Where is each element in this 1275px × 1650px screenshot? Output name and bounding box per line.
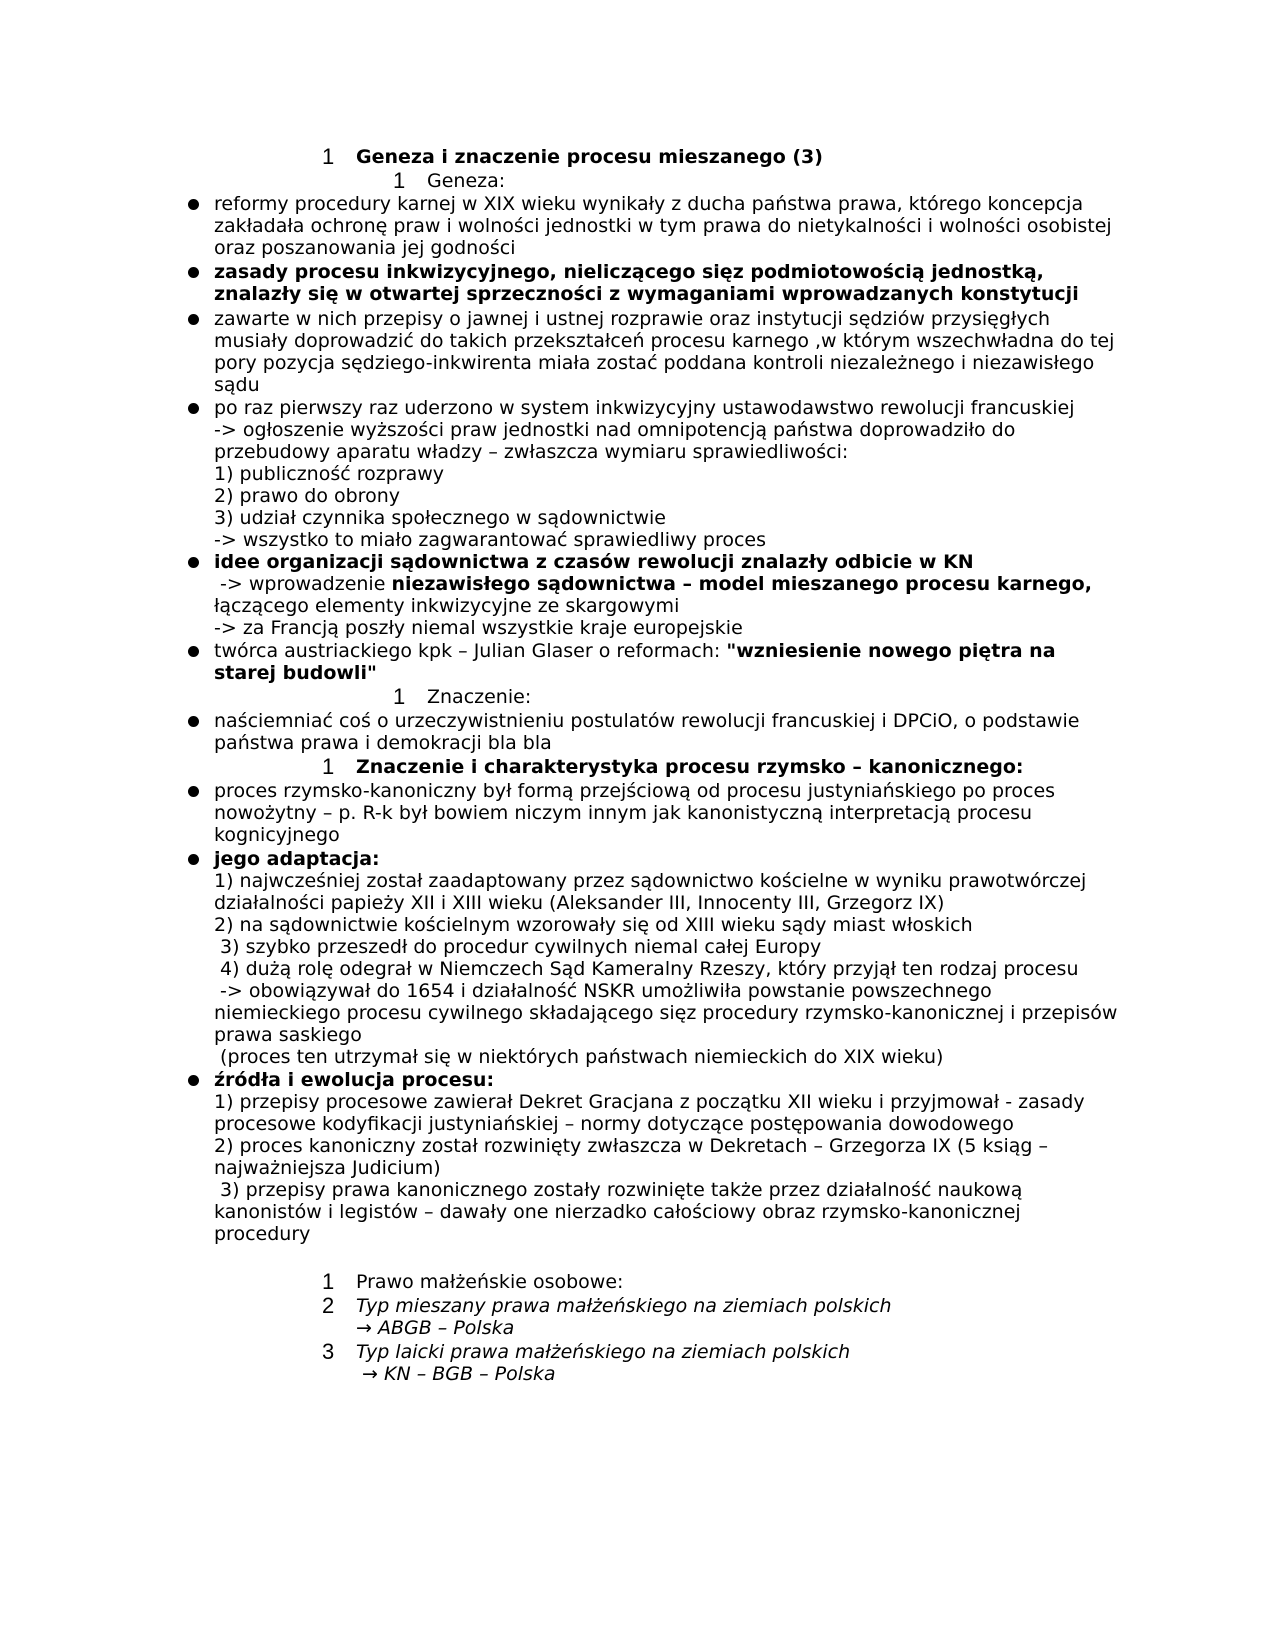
bullet-icon	[188, 854, 199, 865]
text-line: pory pozycja sędziego-inkwirenta miała zostać poddana kontroli niezależnego i niezawisłego	[214, 352, 1095, 374]
text-line: po raz pierwszy raz uderzono w system inkwizycyjny ustawodawstwo rewolucji francuskiej	[214, 397, 1075, 419]
subheading-geneza: Geneza:	[427, 170, 506, 192]
subheading-number: 1	[393, 168, 406, 193]
bullet-icon	[188, 314, 199, 325]
bullet-icon	[188, 646, 199, 657]
text-line-title: źródła i ewolucja procesu:	[214, 1069, 495, 1091]
text-line: 3) udział czynnika społecznego w sądownictwie	[214, 507, 666, 529]
heading-number: 1	[322, 754, 335, 779]
text-line: -> obowiązywał do 1654 i działalność NSKR umożliwiła powstanie powszechnego	[214, 980, 992, 1002]
list-number: 3	[322, 1339, 335, 1364]
list-item: Typ laicki prawa małżeńskiego na ziemiach polskich	[356, 1341, 851, 1363]
text-line: działalności papieży XII i XIII wieku (Aleksander III, Innocenty III, Grzegorz IX)	[214, 892, 945, 914]
text-line: kanonistów i legistów – dawały one nierzadko całościowy obraz rzymsko-kanonicznej	[214, 1201, 1021, 1223]
text-line: starej budowli"	[214, 662, 377, 684]
text-line: prawa saskiego	[214, 1024, 362, 1046]
text-line: musiały doprowadzić do takich przekształceń procesu karnego ,w którym wszechwładna do tej	[214, 330, 1115, 352]
text-line: 1) publiczność rozprawy	[214, 463, 445, 485]
text-line: idee organizacji sądownictwa z czasów rewolucji znalazły odbicie w KN	[214, 551, 974, 573]
text-line: naściemniać coś o urzeczywistnieniu postulatów rewolucji francuskiej i DPCiO, o podstawie	[214, 710, 1080, 732]
text-line: sądu	[214, 374, 260, 396]
text-segment-bold: "wzniesienie nowego piętra na	[726, 640, 1056, 662]
text-segment-bold: niezawisłego sądownictwa – model mieszanego procesu karnego,	[391, 573, 1092, 595]
subheading-znaczenie: Znaczenie:	[427, 686, 532, 708]
heading-number: 1	[322, 144, 335, 169]
text-line: łączącego elementy inkwizycyjne ze skargowymi	[214, 595, 680, 617]
text-line: oraz poszanowania jej godności	[214, 237, 516, 259]
text-line: państwa prawa i demokracji bla bla	[214, 732, 552, 754]
text-line-title: jego adaptacja:	[214, 848, 380, 870]
text-line: 1) przepisy procesowe zawierał Dekret Gracjana z początku XII wieku i przyjmował - zasady	[214, 1091, 1085, 1113]
text-line: procesowe kodyfikacji justyniańskiej – normy dotyczące postępowania dowodowego	[214, 1113, 1014, 1135]
text-line: 1) najwcześniej został zaadaptowany przez sądownictwo kościelne w wyniku prawotwórczej	[214, 870, 1087, 892]
text-line: 2) prawo do obrony	[214, 485, 400, 507]
bullet-icon	[188, 199, 199, 210]
bullet-icon	[188, 267, 199, 278]
bullet-icon	[188, 1075, 199, 1086]
text-line: nowożytny – p. R-k był bowiem niczym innym jak kanonistyczną interpretacją procesu	[214, 802, 1033, 824]
section-heading: Znaczenie i charakterystyka procesu rzymsko – kanonicznego:	[356, 756, 1024, 778]
text-line: niemieckiego procesu cywilnego składającego sięz procedury rzymsko-kanonicznej i przepisów	[214, 1002, 1118, 1024]
text-line: -> ogłoszenie wyższości praw jednostki nad omnipotencją państwa doprowadziło do	[214, 419, 1016, 441]
text-line: 2) na sądownictwie kościelnym wzorowały się od XIII wieku sądy miast włoskich	[214, 914, 973, 936]
text-line: zawarte w nich przepisy o jawnej i ustnej rozprawie oraz instytucji sędziów przysięgłych	[214, 308, 1051, 330]
text-line: zakładała ochronę praw i wolności jednostki w tym prawa do nietykalności i wolności osobistej	[214, 215, 1112, 237]
text-line: znalazły się w otwartej sprzeczności z wymaganiami wprowadzanych konstytucji	[214, 283, 1079, 305]
list-number: 1	[322, 1269, 335, 1294]
text-line: kognicyjnego	[214, 824, 340, 846]
text-line: -> za Francją poszły niemal wszystkie kraje europejskie	[214, 617, 743, 639]
text-line: 4) dużą rolę odegrał w Niemczech Sąd Kameralny Rzeszy, który przyjął ten rodzaj procesu	[214, 958, 1079, 980]
text-segment: twórca austriackiego kpk – Julian Glaser o reformach:	[214, 640, 727, 662]
text-segment: -> wprowadzenie	[214, 573, 392, 595]
bullet-icon	[188, 403, 199, 414]
list-item: Prawo małżeńskie osobowe:	[356, 1271, 624, 1293]
text-line	[214, 573, 1092, 596]
bullet-icon	[188, 716, 199, 727]
text-line: 2) proces kanoniczny został rozwinięty zwłaszcza w Dekretach – Grzegorza IX (5 ksiąg –	[214, 1135, 1048, 1157]
text-line: proces rzymsko-kanoniczny był formą przejściową od procesu justyniańskiego po proces	[214, 780, 1056, 802]
text-line: 3) przepisy prawa kanonicznego zostały rozwinięte także przez działalność naukową	[214, 1179, 1023, 1201]
text-line: 3) szybko przeszedł do procedur cywilnych niemal całej Europy	[214, 936, 822, 958]
text-line: reformy procedury karnej w XIX wieku wynikały z ducha państwa prawa, którego koncepcja	[214, 193, 1084, 215]
text-line: procedury	[214, 1223, 311, 1245]
bullet-icon	[188, 557, 199, 568]
list-number: 2	[322, 1293, 335, 1318]
text-line: przebudowy aparatu władzy – zwłaszcza wymiaru sprawiedliwości:	[214, 441, 849, 463]
list-item-sub: → ABGB – Polska	[356, 1317, 515, 1339]
text-line: zasady procesu inkwizycyjnego, nieliczącego sięz podmiotowością jednostką,	[214, 261, 1044, 283]
text-line: (proces ten utrzymał się w niektórych państwach niemieckich do XIX wieku)	[214, 1046, 944, 1068]
text-line: najważniejsza Judicium)	[214, 1157, 441, 1179]
list-item: Typ mieszany prawa małżeńskiego na ziemiach polskich	[356, 1295, 892, 1317]
bullet-icon	[188, 786, 199, 797]
list-item-sub: → KN – BGB – Polska	[356, 1363, 556, 1385]
text-line: -> wszystko to miało zagwarantować sprawiedliwy proces	[214, 529, 766, 551]
section-heading: Geneza i znaczenie procesu mieszanego (3)	[356, 146, 823, 168]
subheading-number: 1	[393, 684, 406, 709]
text-line	[214, 640, 1056, 663]
